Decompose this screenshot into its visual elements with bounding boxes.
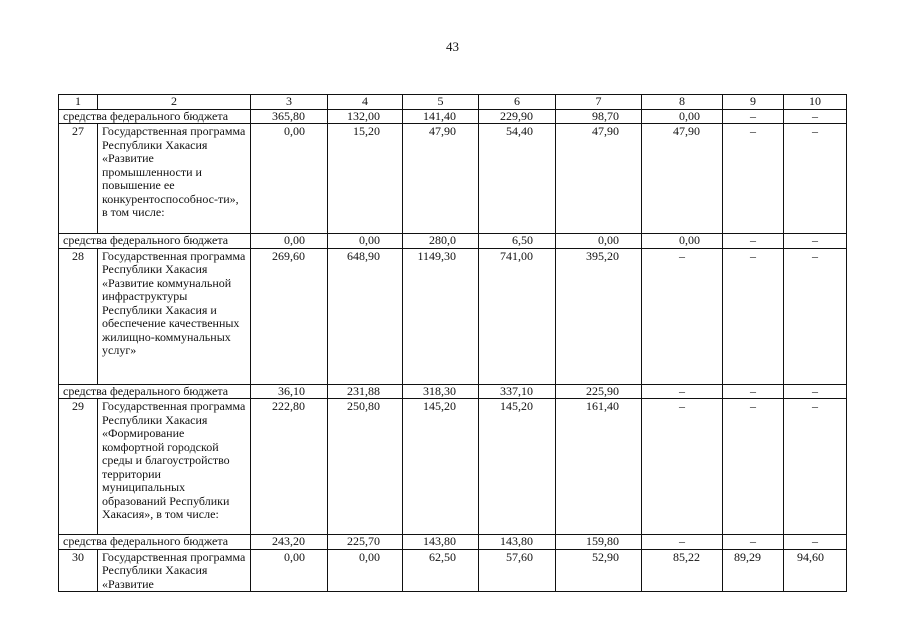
dash-cell: –	[784, 234, 847, 249]
column-number-row	[59, 95, 847, 110]
page-number: 43	[446, 39, 459, 54]
program-row	[59, 124, 847, 234]
value-cell: 47,90	[556, 124, 642, 234]
dash-cell: –	[723, 399, 784, 535]
value-cell: 648,90	[328, 248, 403, 384]
value-cell: 54,40	[479, 124, 556, 234]
dash-cell: –	[723, 248, 784, 384]
dash-cell: –	[642, 535, 723, 550]
value-cell: 0,00	[328, 549, 403, 592]
value-cell: 1149,30	[403, 248, 479, 384]
value-cell: 132,00	[328, 109, 403, 124]
budget-table	[58, 94, 847, 592]
value-cell: 161,40	[556, 399, 642, 535]
program-name: Государственная программа Республики Хакасия «Развитие промышленности и повышение ее конкурентоспособнос-ти», в том числе:	[98, 124, 251, 234]
dash-cell: –	[723, 535, 784, 550]
column-number: 5	[403, 95, 479, 110]
value-cell: 0,00	[556, 234, 642, 249]
value-cell: 0,00	[251, 549, 328, 592]
value-cell: 269,60	[251, 248, 328, 384]
value-cell: 225,90	[556, 384, 642, 399]
federal-budget-row	[59, 234, 847, 249]
program-number: 29	[59, 399, 98, 535]
value-cell: 57,60	[479, 549, 556, 592]
program-number: 30	[59, 549, 98, 592]
column-number: 9	[723, 95, 784, 110]
federal-budget-label: средства федерального бюджета	[59, 109, 251, 124]
dash-cell: –	[784, 124, 847, 234]
federal-budget-label: средства федерального бюджета	[59, 384, 251, 399]
column-number: 1	[59, 95, 98, 110]
dash-cell: –	[642, 248, 723, 384]
value-cell: 36,10	[251, 384, 328, 399]
program-row	[59, 248, 847, 384]
value-cell: 0,00	[251, 124, 328, 234]
federal-budget-label: средства федерального бюджета	[59, 535, 251, 550]
value-cell: 52,90	[556, 549, 642, 592]
dash-cell: –	[784, 248, 847, 384]
value-cell: 159,80	[556, 535, 642, 550]
dash-cell: –	[642, 384, 723, 399]
federal-budget-row	[59, 384, 847, 399]
value-cell: 141,40	[403, 109, 479, 124]
value-cell: 0,00	[328, 234, 403, 249]
value-cell: 62,50	[403, 549, 479, 592]
program-number: 27	[59, 124, 98, 234]
value-cell: 85,22	[642, 549, 723, 592]
column-number: 8	[642, 95, 723, 110]
value-cell: 94,60	[784, 549, 847, 592]
value-cell: 231,88	[328, 384, 403, 399]
program-number: 28	[59, 248, 98, 384]
column-number: 7	[556, 95, 642, 110]
value-cell: 89,29	[723, 549, 784, 592]
value-cell: 47,90	[642, 124, 723, 234]
program-row	[59, 399, 847, 535]
dash-cell: –	[723, 234, 784, 249]
federal-budget-label: средства федерального бюджета	[59, 234, 251, 249]
column-number: 6	[479, 95, 556, 110]
dash-cell: –	[784, 384, 847, 399]
program-name: Государственная программа Республики Хакасия «Развитие коммунальной инфраструктуры Республики Хакасия и обеспечение качественных жилищно-коммунальных услуг»	[98, 248, 251, 384]
value-cell: 337,10	[479, 384, 556, 399]
value-cell: 98,70	[556, 109, 642, 124]
value-cell: 280,0	[403, 234, 479, 249]
column-number: 3	[251, 95, 328, 110]
value-cell: 222,80	[251, 399, 328, 535]
dash-cell: –	[723, 384, 784, 399]
value-cell: 229,90	[479, 109, 556, 124]
value-cell: 365,80	[251, 109, 328, 124]
value-cell: 145,20	[403, 399, 479, 535]
dash-cell: –	[784, 109, 847, 124]
dash-cell: –	[723, 124, 784, 234]
value-cell: 741,00	[479, 248, 556, 384]
value-cell: 0,00	[642, 109, 723, 124]
value-cell: 145,20	[479, 399, 556, 535]
value-cell: 250,80	[328, 399, 403, 535]
program-name: Государственная программа Республики Хакасия «Развитие	[98, 549, 251, 592]
value-cell: 225,70	[328, 535, 403, 550]
column-number: 10	[784, 95, 847, 110]
program-name: Государственная программа Республики Хакасия «Формирование комфортной городской среды и благоустройство территории муниципальных образований Республики Хакасия», в том числе:	[98, 399, 251, 535]
value-cell: 15,20	[328, 124, 403, 234]
value-cell: 6,50	[479, 234, 556, 249]
dash-cell: –	[642, 399, 723, 535]
value-cell: 395,20	[556, 248, 642, 384]
program-row	[59, 549, 847, 592]
federal-budget-row	[59, 535, 847, 550]
dash-cell: –	[784, 399, 847, 535]
value-cell: 47,90	[403, 124, 479, 234]
column-number: 4	[328, 95, 403, 110]
value-cell: 143,80	[403, 535, 479, 550]
value-cell: 0,00	[642, 234, 723, 249]
federal-budget-row	[59, 109, 847, 124]
dash-cell: –	[784, 535, 847, 550]
column-number: 2	[98, 95, 251, 110]
value-cell: 0,00	[251, 234, 328, 249]
value-cell: 318,30	[403, 384, 479, 399]
value-cell: 243,20	[251, 535, 328, 550]
value-cell: 143,80	[479, 535, 556, 550]
dash-cell: –	[723, 109, 784, 124]
